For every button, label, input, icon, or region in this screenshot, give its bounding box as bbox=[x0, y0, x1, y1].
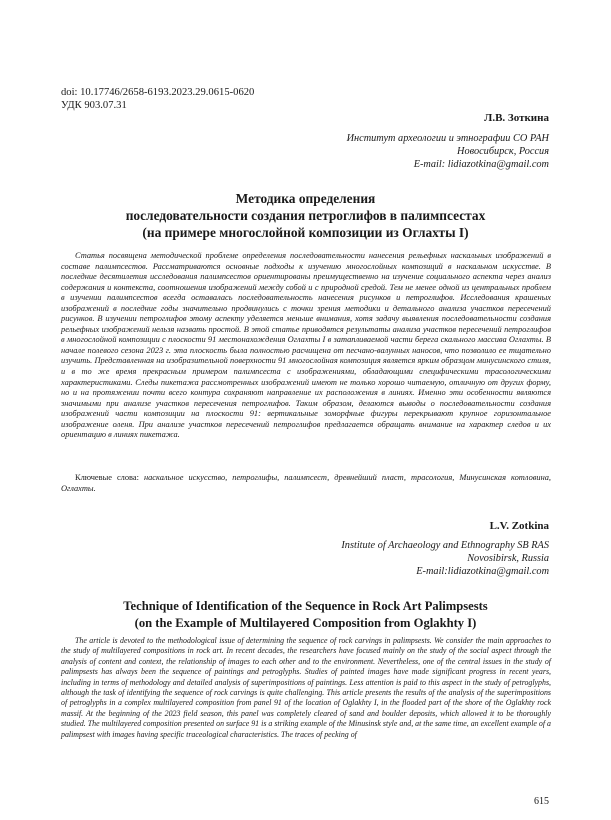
title-ru-line-2: последовательности создания петроглифов в палимпсестах bbox=[125, 208, 486, 223]
author-en: L.V. Zotkina bbox=[489, 520, 549, 532]
title-en bbox=[40, 598, 571, 632]
city-ru: Новосибирск, Россия bbox=[457, 146, 549, 158]
title-ru bbox=[40, 190, 571, 241]
institute-en: Institute of Archaeology and Ethnography SB RAS bbox=[341, 540, 549, 551]
title-ru-line-1: Методика определения bbox=[235, 191, 376, 206]
abstract-ru: Статья посвящена методической проблеме определения последовательности нанесения рельефных наскальных изображений в составе палимпсестов. Рассматриваются основные подходы к изучению многослойных композиций в наскальном искусстве. В последние десятилетия исследования палимпсестов ориентированы преимущественно на изучение социального аспекта через анализ содержания и контекста, соотношения изображений между собой и с природной средой. Тем не менее одной из центральных проблем в изучении палимпсестов всегда оставалась последовательность нанесения рисунков и петроглифов. Исследования крашеных изображений в последние годы значительно продвинулись с точки зрения методики и детального анализа участков пересечений рисунков. В изучении петроглифов этому аспекту уделяется меньше внимания, хотя задачу выявления последовательности создания рельефных изображений нельзя назвать простой. В этой статье приводятся результаты анализа участков пересечений петроглифов в многослойной композиции с плоскости 91 местонахождения Оглахты I в затапливаемой части берега скального массива Оглахты. В начале полевого сезона 2023 г. эта плоскость была полностью расчищена от песчано-валунных наносов, что позволило ее тщательно изучить. Представленная на изобразительной поверхности 91 многослойная композиция является ярким образцом минусинского стиля, и в то же время прекрасным примером палимпсеста с изображениями, обладающими специфическими трасологическими характеристиками. Следы пикетажа рассмотренных изображений имеют не только хорошо читаемую, отличную от других форму, но и на протяжении почти всего контура сохраняют направление их расположения в линиях. Именно эти особенности являются значимыми при анализе участков пересечения петроглифов. Таким образом, делаются выводы о последовательности создания изображений части композиции на плоскости 91: вертикальные зоморфные фигуры перекрывают крупное горизонтальное изображение оленя. При анализе участков пересечений петроглифов предлагается обращать внимание на характер следов и их ориентацию в линиях пикетажа. bbox=[61, 251, 551, 440]
affiliation-ru bbox=[347, 132, 549, 172]
article-meta bbox=[61, 87, 254, 112]
title-ru-line-3: (на примере многослойной композиции из Оглахты I) bbox=[142, 225, 469, 240]
city-en: Novosibirsk, Russia bbox=[467, 553, 549, 565]
email-en: E-mail:lidiazotkina@gmail.com bbox=[416, 566, 549, 578]
title-en-line-1: Technique of Identification of the Sequence in Rock Art Palimpsests bbox=[123, 599, 488, 613]
abstract-en: The article is devoted to the methodological issue of determining the sequence of rock carvings in palimpsests. We consider the main approaches to the study of multilayered compositions in rock art. In recent decades, the researchers have focused mainly on the study of the social aspect through the analysis of content and context, the relationship of images to each other and to the environment. Nevertheless, one of the central issues in the study of palimpsests has always been the sequence of paintings and petroglyphs. Studies of painted images have made significant progress in recent years, including in terms of methodology and detailed analysis of superimpositions of paintings. Less attention is paid to this aspect in the study of petroglyphs, although the task of identifying the sequence of rock carvings is quite challenging. This article presents the results of the analysis of the superimpositions of petroglyphs in a complex multilayered composition from panel 91 of the location of Oglakhty I, in the flooded part of the shore of the Oglakhty rock massif. At the beginning of the 2023 field season, this panel was completely cleared of sand and boulder deposits, which allowed it to be thoroughly studied. The multilayered composition presented on surface 91 is a striking example of the Minusinsk style and, at the same time, an excellent example of a palimpsest with images having specific traceological characteristics. The traces of pecking of bbox=[61, 636, 551, 739]
keywords-label: Ключевые слова: bbox=[75, 473, 139, 482]
author-ru: Л.В. Зоткина bbox=[484, 112, 549, 124]
keywords-ru bbox=[61, 473, 551, 494]
affiliation-en bbox=[341, 539, 549, 579]
email-ru: E-mail: lidiazotkina@gmail.com bbox=[413, 159, 549, 171]
udk: УДК 903.07.31 bbox=[61, 99, 127, 111]
institute-ru: Институт археологии и этнографии СО РАН bbox=[346, 133, 549, 144]
title-en-line-2: (on the Example of Multilayered Composition from Oglakhty I) bbox=[134, 616, 477, 630]
page-number: 615 bbox=[534, 796, 549, 807]
keywords-text: наскальное искусство, петроглифы, палимпсест, древнейший пласт, трасология, Минусинская котловина, Оглахты. bbox=[61, 473, 552, 493]
doi: doi: 10.17746/2658-6193.2023.29.0615-0620 bbox=[61, 87, 255, 98]
